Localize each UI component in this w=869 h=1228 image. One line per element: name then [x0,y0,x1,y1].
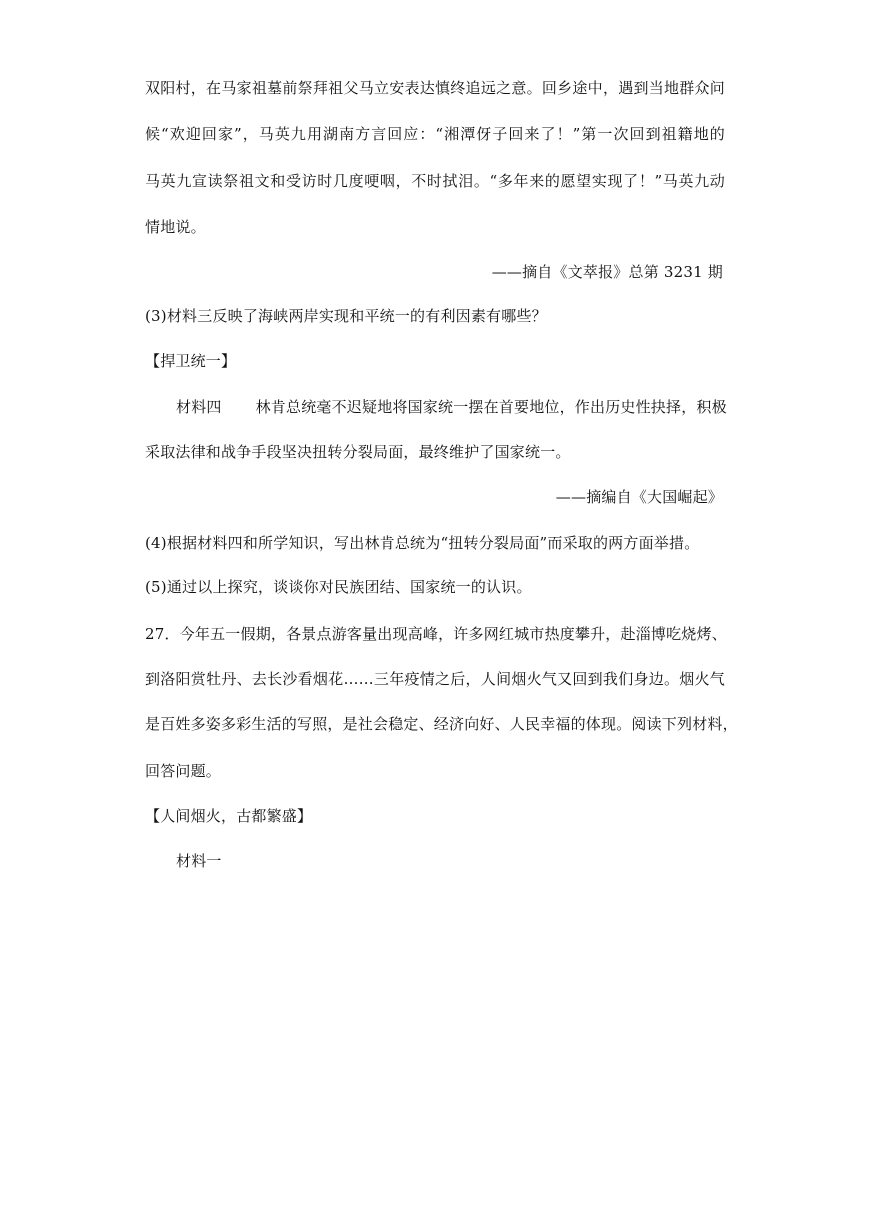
question-3: (3)材料三反映了海峡两岸实现和平统一的有利因素有哪些？ [145,307,547,325]
material-1-label: 材料一 [176,852,222,870]
passage-line: 马英九宣读祭祖文和受访时几度哽咽，不时拭泪。“多年来的愿望实现了！”马英九动 [145,172,725,190]
source-citation: ——摘自《文萃报》总第 3231 期 [491,263,723,281]
section-heading-fireworks: 【人间烟火，古都繁盛】 [145,807,313,825]
passage-line: 情地说。 [145,218,206,236]
question-4: (4)根据材料四和所学知识，写出林肯总统为“扭转分裂局面”而采取的两方面举措。 [145,534,700,552]
question-27-line: 27．今年五一假期，各景点游客量出现高峰，许多网红城市热度攀升，赴淄博吃烧烤、 [145,625,727,643]
material-4-line [176,397,725,417]
question-27-line: 是百姓多姿多彩生活的写照，是社会稳定、经济向好、人民幸福的体现。阅读下列材料， [145,715,738,733]
passage-line: 双阳村，在马家祖墓前祭拜祖父马立安表达慎终追远之意。回乡途中，遇到当地群众问 [145,79,725,97]
material-4-line: 采取法律和战争手段坚决扭转分裂局面，最终维护了国家统一。 [145,443,571,461]
material-4-text: 林肯总统毫不迟疑地将国家统一摆在首要地位，作出历史性抉择，积极 [255,398,727,416]
material-4-label: 材料四 [176,398,222,416]
question-27-line: 到洛阳赏牡丹、去长沙看烟花……三年疫情之后，人间烟火气又回到我们身边。烟火气 [145,670,725,688]
question-27-line: 回答问题。 [145,762,222,780]
passage-line: 候“欢迎回家”，马英九用湖南方言回应：“湘潭伢子回来了！”第一次回到祖籍地的 [145,125,725,143]
question-5: (5)通过以上探究，谈谈你对民族团结、国家统一的认识。 [145,578,532,596]
section-heading-defend-unity: 【捍卫统一】 [145,352,237,370]
source-citation: ——摘编自《大国崛起》 [555,488,723,506]
